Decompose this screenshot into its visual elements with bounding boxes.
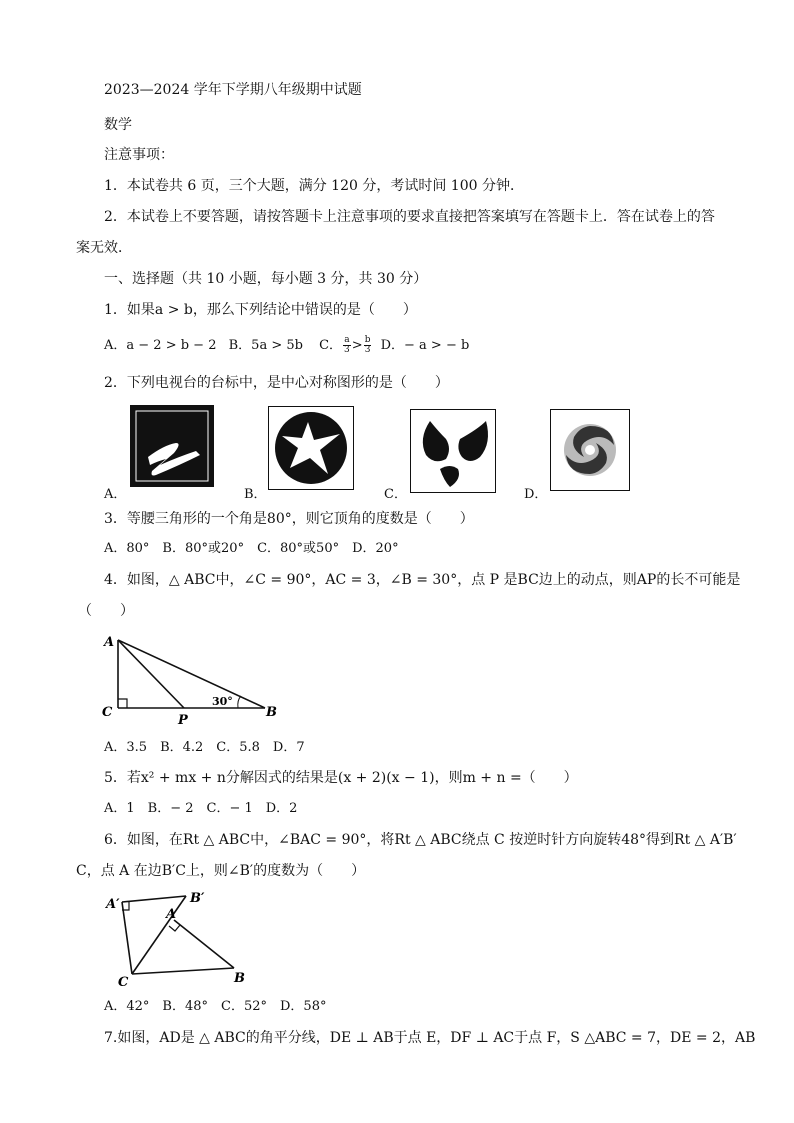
q3-options: A．80° B．80°或20° C．80°或50° D．20°	[104, 541, 399, 556]
q2-label-b: B．	[244, 487, 267, 502]
q2-stem: 2．下列电视台的台标中，是中心对称图形的是（ ）	[104, 375, 449, 391]
q1-option-a: A．a − 2 > b − 2	[104, 338, 217, 353]
q4-label-p: P	[178, 713, 188, 725]
tv-logo-c	[410, 409, 496, 497]
q6-stem: 6．如图，在Rt △ ABC中，∠BAC = 90°，将Rt △ ABC绕点 C 按逆时针方向旋转48°得到Rt △ A′B′	[104, 832, 737, 848]
q3-stem: 3．等腰三角形的一个角是80°，则它顶角的度数是（ ）	[104, 511, 474, 527]
q4-triangle-figure	[100, 630, 290, 729]
section-heading: 一、选择题（共 10 小题，每小题 3 分，共 30 分）	[104, 271, 428, 287]
q2-label-a: A．	[104, 487, 127, 502]
q4-angle-label: 30°	[212, 695, 233, 708]
q5-options: A．1 B．− 2 C．− 1 D．2	[104, 801, 298, 816]
q6-triangle-figure	[104, 890, 264, 994]
notice-item-1: 1．本试卷共 6 页，三个大题，满分 120 分，考试时间 100 分钟．	[104, 178, 524, 194]
q4-label-b: B	[266, 705, 277, 720]
q6-label-c: C	[118, 975, 129, 990]
q4-stem-cont: （ ）	[78, 603, 134, 619]
notice-item-2a: 2．本试卷上不要答题，请按答题卡上注意事项的要求直接把答案填写在答题卡上．答在试卷上的答	[104, 209, 715, 225]
q4-stem: 4．如图，△ ABC中，∠C = 90°，AC = 3，∠B = 30°，点 P 是BC边上的动点，则AP的长不可能是	[104, 572, 741, 588]
q4-options: A．3.5 B．4.2 C．5.8 D．7	[104, 740, 305, 755]
q6-label-a: A	[166, 907, 177, 922]
tv-logo-b	[268, 406, 354, 494]
q4-label-a: A	[104, 635, 115, 650]
q6-stem-cont: C，点 A 在边B′C上，则∠B′的度数为（ ）	[76, 863, 366, 879]
q5-stem: 5．若x² + mx + n分解因式的结果是(x + 2)(x − 1)，则m + n =（ ）	[104, 770, 578, 786]
q2-label-d: D．	[524, 487, 548, 502]
q7-stem: 7.如图，AD是 △ ABC的角平分线，DE ⊥ AB于点 E，DF ⊥ AC于点 F，S △ABC = 7，DE = 2，AB	[104, 1030, 756, 1046]
q4-label-c: C	[102, 705, 113, 720]
q6-label-b-prime: B′	[190, 891, 205, 906]
q6-options: A．42° B．48° C．52° D．58°	[104, 999, 327, 1014]
q1-stem: 1．如果a > b，那么下列结论中错误的是（ ）	[104, 302, 417, 318]
tv-logo-d	[550, 409, 630, 495]
tv-logo-a	[130, 405, 214, 491]
q6-label-a-prime: A′	[106, 897, 120, 912]
q1-options	[104, 336, 469, 356]
q1-option-b: B．5a > 5b	[228, 338, 303, 353]
q1-option-c: C． $\frac{a}{3}$ > $\frac{b}{3}$	[319, 335, 371, 355]
notice-heading: 注意事项：	[104, 147, 174, 163]
q1-option-d: D．− a > − b	[380, 338, 470, 353]
notice-item-2b: 案无效．	[76, 240, 132, 256]
q6-label-b: B	[234, 971, 245, 986]
q2-label-c: C．	[384, 487, 407, 502]
exam-title: 2023—2024 学年下学期八年级期中试题	[104, 82, 362, 98]
subject-label: 数学	[104, 117, 132, 133]
